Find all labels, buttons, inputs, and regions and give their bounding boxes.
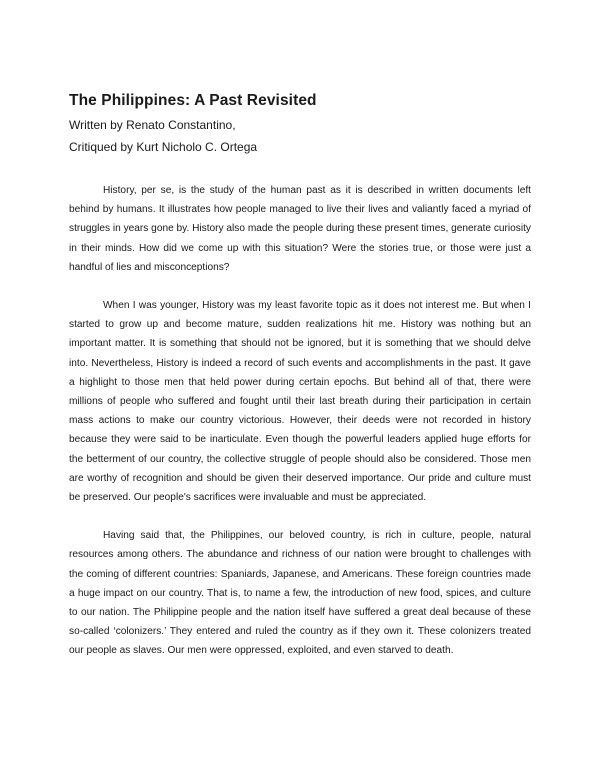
document-title: The Philippines: A Past Revisited: [69, 92, 317, 109]
document-body: [69, 181, 531, 680]
paragraph-2: When I was younger, History was my least favorite topic as it does not interest me. But when I started to grow up and become mature, sudden realizations hit me. History was nothing but an important matter. It is something that should not be ignored, but it is something that we should delve into. Nevertheless, History is indeed a record of such events and accomplishments in the past. It gave a highlight to those men that held power during certain epochs. But behind all of that, there were millions of people who suffered and fought until their last breath during their participation in certain mass actions to make our country victorious. However, their deeds were not recorded in history because they were said to be inarticulate. Even though the powerful leaders applied huge efforts for the betterment of our country, the collective struggle of people should also be considered. Those men are worthy of recognition and should be given their deserved importance. Our pride and culture must be preserved. Our people's sacrifices were invaluable and must be appreciated.: [69, 300, 531, 504]
paragraph-3: Having said that, the Philippines, our beloved country, is rich in culture, people, natural resources among others. The abundance and richness of our nation were brought to challenges with the coming of different countries: Spaniards, Japanese, and Americans. These foreign countries made a huge impact on our country. That is, to name a few, the introduction of new food, spices, and culture to our nation. The Philippine people and the nation itself have suffered a great deal because of these so-called ‘colonizers.’ They entered and ruled the country as if they own it. These colonizers treated our people as slaves. Our men were oppressed, exploited, and even starved to death.: [69, 530, 531, 657]
critic-line: Critiqued by Kurt Nicholo C. Ortega: [69, 140, 258, 154]
author-line: Written by Renato Constantino,: [69, 118, 236, 132]
paragraph-1: History, per se, is the study of the human past as it is described in written documents left behind by humans. It illustrates how people managed to live their lives and valiantly faced a myriad of struggles in years gone by. History also made the people during these present times, generate curiosity in their minds. How did we come up with this situation? Were the stories true, or those were just a handful of lies and misconceptions?: [69, 185, 531, 273]
